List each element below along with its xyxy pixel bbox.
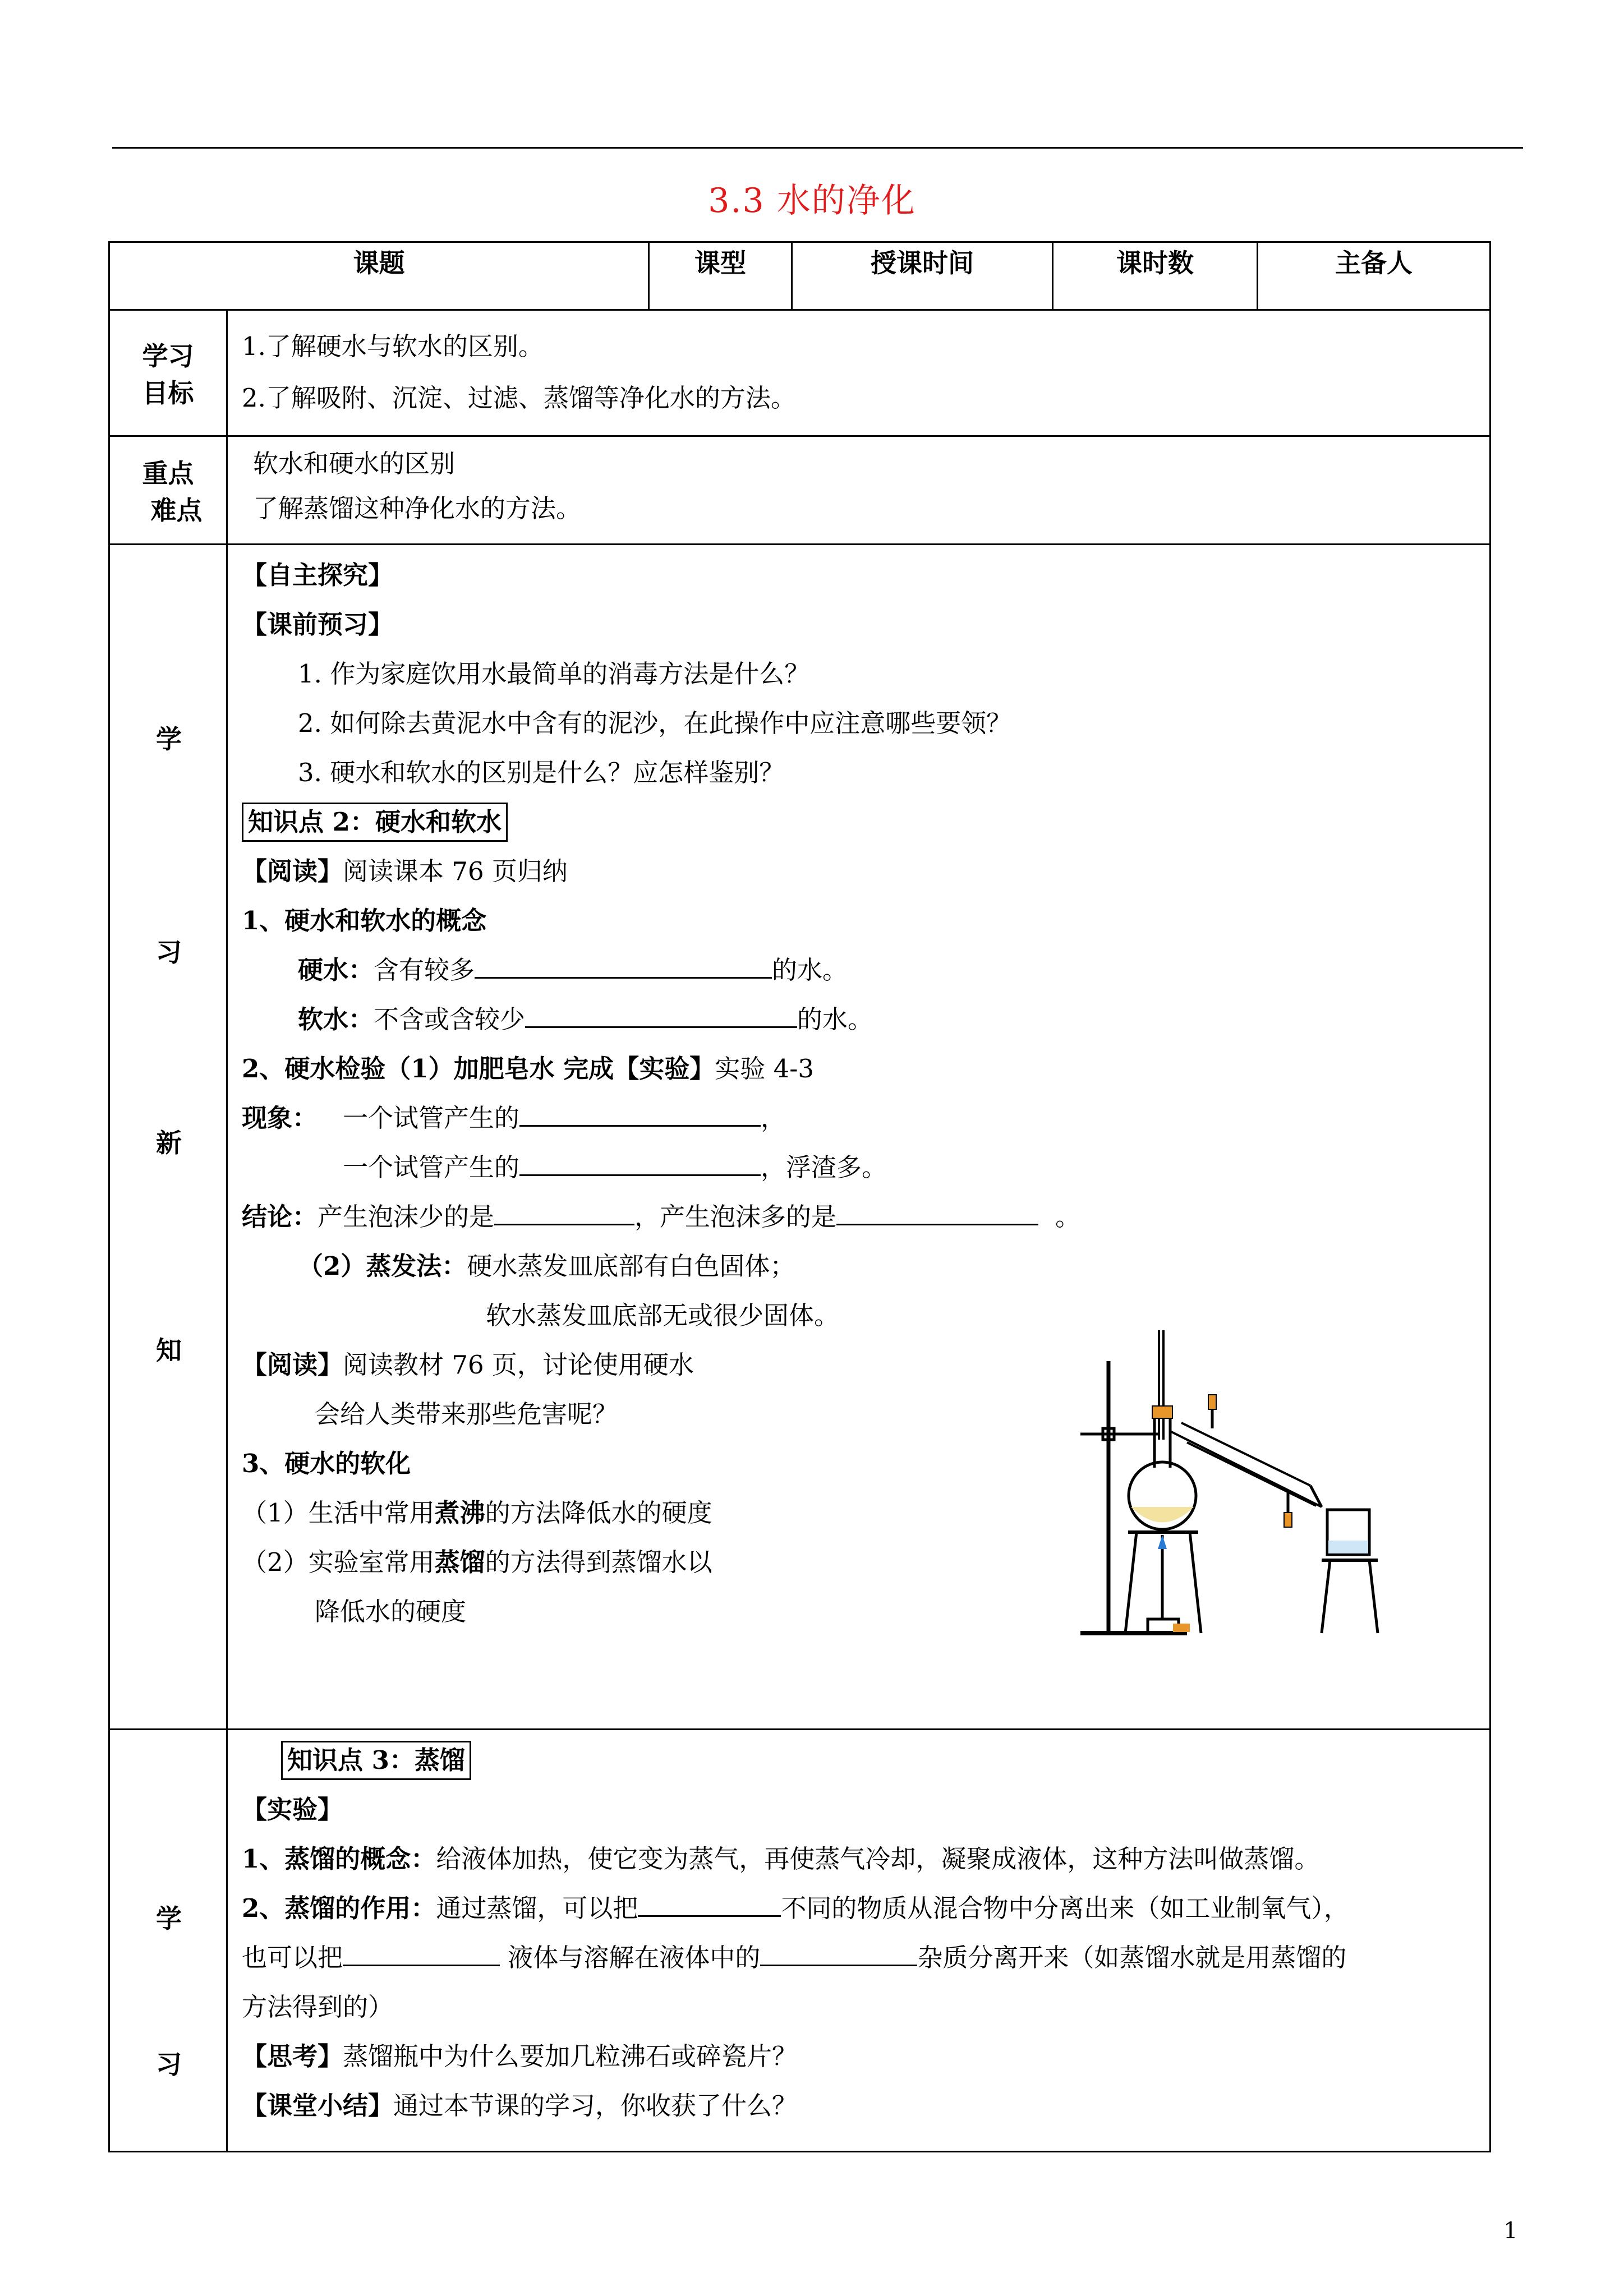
objectives-content <box>227 310 1490 436</box>
keypoints-row <box>109 436 1490 545</box>
newlesson-label-1: 学 <box>156 724 182 754</box>
header-hours: 课时数 <box>1053 242 1258 310</box>
hard-water-pre: 含有较多 <box>374 955 475 985</box>
knowledge-point-2: 知识点 2：硬水和软水 <box>242 803 508 842</box>
phenomenon-1-post: ， <box>761 1103 786 1133</box>
conclusion-mid: ，产生泡沫多的是 <box>634 1202 837 1232</box>
softening-1-pre: （1）生活中常用 <box>242 1498 435 1528</box>
soft-water-post: 的水。 <box>797 1004 873 1034</box>
softening-1-bold: 煮沸 <box>434 1498 485 1528</box>
read1-text: 阅读课本 76 页归纳 <box>343 856 568 886</box>
conclusion-post: 。 <box>1055 1202 1081 1232</box>
softening-1-post: 的方法降低水的硬度 <box>485 1498 712 1528</box>
phenomenon-2-blank[interactable] <box>519 1146 761 1176</box>
soft-water-pre: 不含或含较少 <box>374 1004 526 1034</box>
experiment-heading: 【实验】 <box>242 1795 343 1824</box>
think-tag: 【思考】 <box>242 2041 343 2071</box>
test-heading: 2、硬水检验（1）加肥皂水 完成【实验】 <box>242 1054 715 1084</box>
study-label-1: 学 <box>156 1903 182 1934</box>
header-row <box>109 242 1490 310</box>
keypoint-1: 软水和硬水的区别 <box>253 449 456 478</box>
evaporation-label: （2）蒸发法： <box>298 1251 467 1281</box>
newlesson-label-4: 知 <box>156 1335 182 1366</box>
soft-water-label: 软水： <box>298 1004 374 1034</box>
header-preparer: 主备人 <box>1258 242 1490 310</box>
objectives-label <box>109 310 227 436</box>
phenomenon-1-pre: 一个试管产生的 <box>343 1103 520 1133</box>
header-topic: 课题 <box>109 242 649 310</box>
header-time: 授课时间 <box>792 242 1053 310</box>
newlesson-label <box>109 545 227 1730</box>
read1-tag: 【阅读】 <box>242 856 343 886</box>
self-explore-heading: 【自主探究】 <box>242 560 394 590</box>
phenomenon-1-blank[interactable] <box>519 1097 761 1127</box>
evaporation-1: 硬水蒸发皿底部有白色固体； <box>467 1251 795 1281</box>
conclusion-pre: 产生泡沫少的是 <box>318 1202 495 1232</box>
evaporation-2: 软水蒸发皿底部无或很少固体。 <box>486 1301 840 1330</box>
hard-water-post: 的水。 <box>772 955 848 985</box>
keypoints-label-1: 重点 <box>142 458 194 488</box>
lesson-table <box>108 241 1491 2152</box>
test-experiment: 实验 4-3 <box>715 1054 815 1084</box>
distillation-use-mid: 不同的物质从混合物中分离出来（如工业制氧气）， <box>781 1893 1349 1923</box>
conclusion-label: 结论： <box>242 1202 318 1232</box>
study-content <box>227 1730 1490 2152</box>
hard-water-blank[interactable] <box>475 949 772 979</box>
objectives-row <box>109 310 1490 436</box>
concept-heading: 1、硬水和软水的概念 <box>242 906 487 935</box>
read2-text-2: 会给人类带来那些危害呢？ <box>315 1399 618 1429</box>
page-title: 3.3 水的净化 <box>708 181 916 220</box>
objectives-label-2: 目标 <box>142 378 194 408</box>
distillation-def-label: 1、蒸馏的概念： <box>242 1844 436 1874</box>
keypoint-2: 了解蒸馏这种净化水的方法。 <box>253 494 582 523</box>
conclusion-blank-2[interactable] <box>836 1196 1038 1225</box>
distillation-blank-1[interactable] <box>638 1887 781 1917</box>
distillation-use3: 方法得到的） <box>242 1992 394 2022</box>
objective-1: 1.了解硬水与软水的区别。 <box>242 331 544 361</box>
softening-2-pre: （2）实验室常用 <box>242 1547 435 1577</box>
newlesson-label-2: 习 <box>156 937 182 967</box>
newlesson-row <box>109 545 1490 1730</box>
hard-water-label: 硬水： <box>298 955 374 985</box>
distillation-use2-mid: 液体与溶解在液体中的 <box>500 1943 761 1972</box>
distillation-use2-post: 杂质分离开来（如蒸馏水就是用蒸馏的 <box>917 1943 1347 1972</box>
softening-2-bold: 蒸馏 <box>434 1547 485 1577</box>
header-type: 课型 <box>649 242 792 310</box>
distillation-blank-2[interactable] <box>343 1937 500 1966</box>
phenomenon-2-post: ，浮渣多。 <box>761 1152 887 1182</box>
preview-question-2: 2. 如何除去黄泥水中含有的泥沙，在此操作中应注意哪些要领？ <box>298 708 1012 738</box>
top-rule <box>112 147 1523 149</box>
objectives-label-1: 学习 <box>142 341 194 371</box>
study-row <box>109 1730 1490 2152</box>
phenomenon-label: 现象： <box>242 1103 318 1133</box>
keypoints-content <box>227 436 1490 545</box>
newlesson-content <box>227 545 1490 1730</box>
distillation-use2-pre: 也可以把 <box>242 1943 343 1972</box>
objective-2: 2.了解吸附、沉淀、过滤、蒸馏等净化水的方法。 <box>242 383 796 413</box>
think-text: 蒸馏瓶中为什么要加几粒沸石或碎瓷片？ <box>343 2041 798 2071</box>
softening-2-post-2: 降低水的硬度 <box>315 1597 467 1626</box>
softening-2-post: 的方法得到蒸馏水以 <box>485 1547 712 1577</box>
softening-heading: 3、硬水的软化 <box>242 1449 411 1478</box>
read2-tag: 【阅读】 <box>242 1350 343 1380</box>
knowledge-point-3: 知识点 3：蒸馏 <box>281 1741 471 1780</box>
preview-heading: 【课前预习】 <box>242 610 394 639</box>
study-label <box>109 1730 227 2152</box>
keypoints-label-2: 难点 <box>150 495 203 525</box>
soft-water-blank[interactable] <box>525 998 797 1028</box>
distillation-apparatus-illustration <box>1075 1327 1389 1642</box>
preview-question-1: 1. 作为家庭饮用水最简单的消毒方法是什么？ <box>298 659 810 689</box>
summary-text: 通过本节课的学习，你收获了什么？ <box>393 2091 798 2120</box>
conclusion-blank-1[interactable] <box>494 1196 634 1225</box>
distillation-blank-3[interactable] <box>760 1937 917 1966</box>
page-number: 1 <box>1503 2218 1518 2244</box>
keypoints-label <box>109 436 227 545</box>
newlesson-label-3: 新 <box>156 1128 182 1158</box>
study-label-2: 习 <box>156 2049 182 2080</box>
phenomenon-2-pre: 一个试管产生的 <box>343 1152 520 1182</box>
read2-text: 阅读教材 76 页，讨论使用硬水 <box>343 1350 694 1380</box>
summary-tag: 【课堂小结】 <box>242 2091 394 2120</box>
distillation-def-text: 给液体加热，使它变为蒸气，再使蒸气冷却，凝聚成液体，这种方法叫做蒸馏。 <box>436 1844 1320 1874</box>
distillation-use-pre: 通过蒸馏，可以把 <box>436 1893 638 1923</box>
distillation-use-label: 2、蒸馏的作用： <box>242 1893 436 1923</box>
preview-question-3: 3. 硬水和软水的区别是什么？应怎样鉴别？ <box>298 758 785 787</box>
